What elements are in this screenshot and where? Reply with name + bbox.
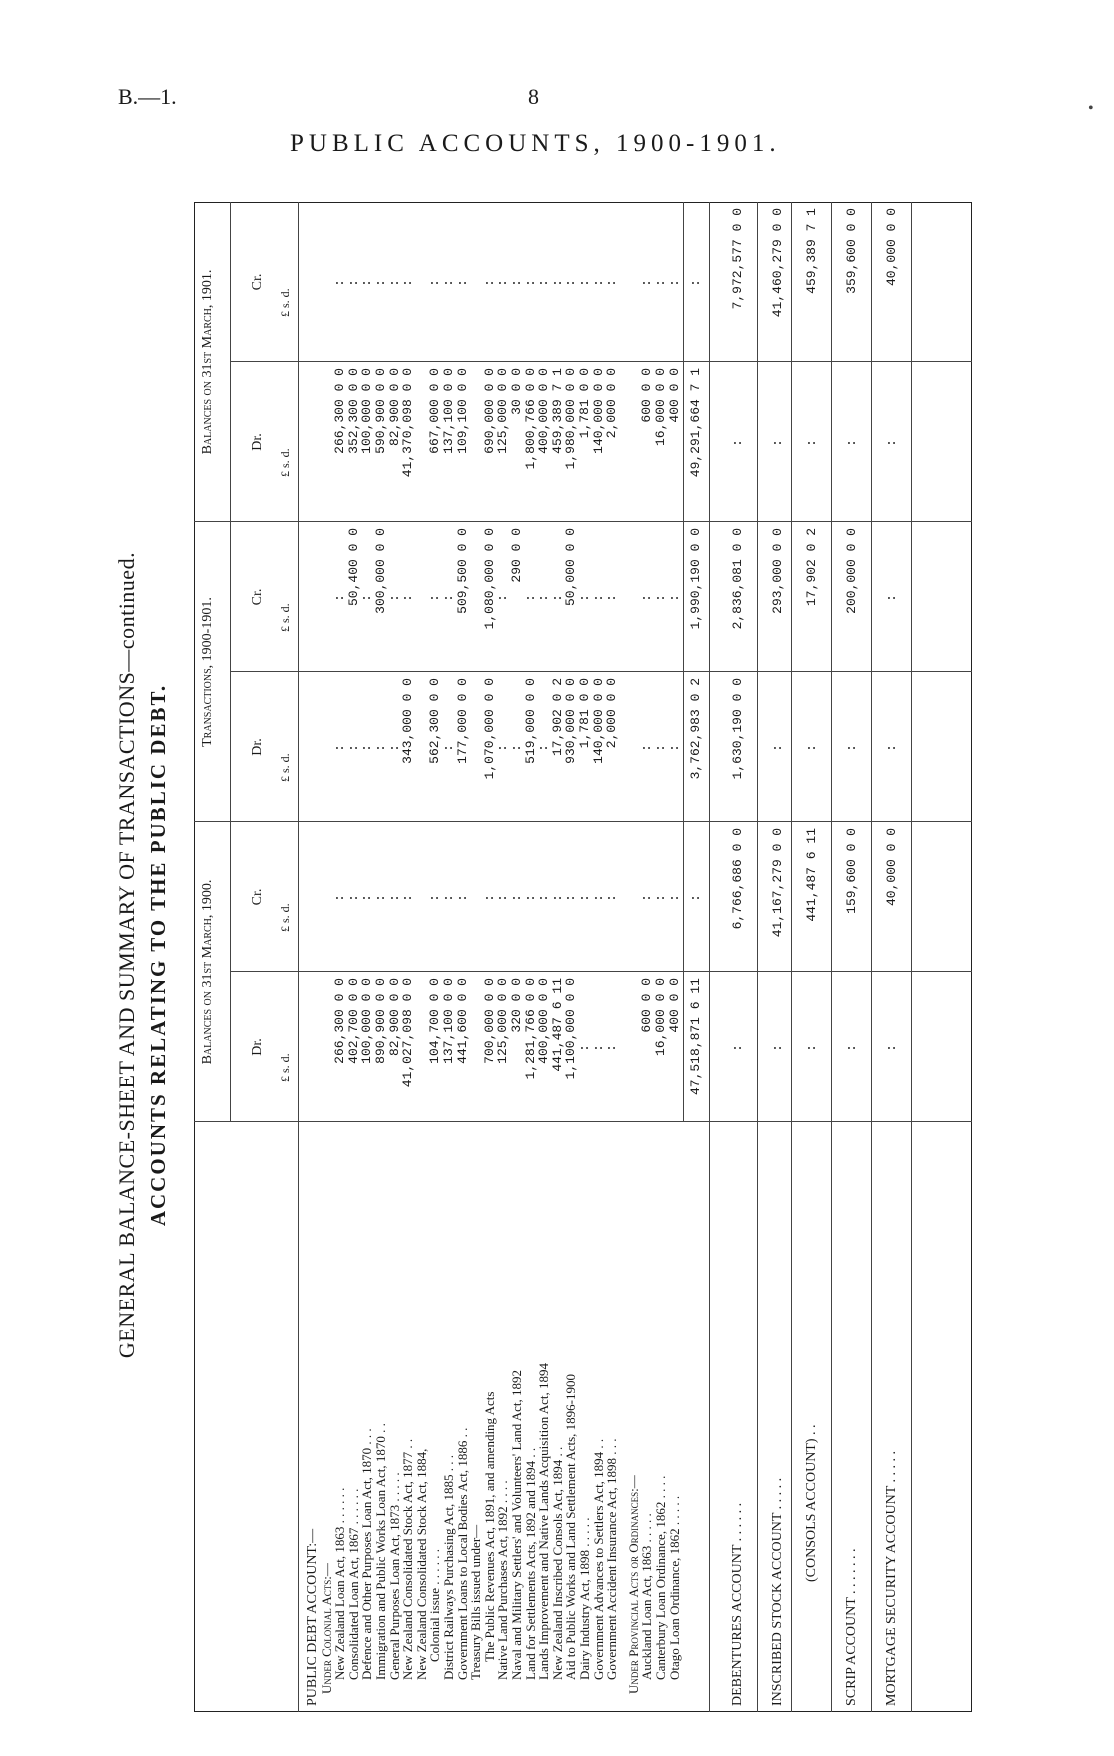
row-value-tdr: 177,000 0 0	[454, 678, 470, 764]
row-value-b0dr: 1,100,000 0 0	[563, 978, 579, 1080]
account-value-b0cr: 159,600 0 0	[844, 828, 860, 914]
row-value-tcr: 50,400 0 0	[345, 528, 361, 607]
account-value-b0cr: 41,167,279 0 0	[770, 828, 786, 938]
row-value-b1dr: 266,300 0 0	[332, 368, 348, 454]
header-dr-trans: Dr.	[250, 738, 265, 756]
row-value-b1cr: :	[590, 279, 606, 287]
row-value-b0dr: 441,487 6 11	[549, 978, 565, 1072]
rotated-table-sheet	[102, 190, 982, 1720]
row-value-b0cr: :	[441, 894, 456, 902]
column-divider	[194, 1121, 972, 1122]
row-value-tdr: :	[653, 744, 668, 752]
row-value-b1dr: 590,900 0 0	[373, 368, 388, 454]
row-value-b0dr: 400,000 0 0	[536, 978, 552, 1064]
row-value-b1dr: 690,000 0 0	[481, 368, 497, 454]
account-label: DEBENTURES ACCOUNT . . . . . .	[730, 1502, 746, 1706]
row-value-b0dr: 890,900 0 0	[373, 978, 388, 1064]
row-value-b1cr: :	[604, 279, 620, 287]
row-value-tdr: :	[373, 744, 388, 752]
account-rule	[757, 202, 758, 1712]
account-label: (CONSOLS ACCOUNT) . .	[804, 1424, 820, 1582]
margin-dot: •	[1088, 100, 1094, 117]
account-value-tcr: 2,836,081 0 0	[730, 528, 746, 630]
row-label: Colonial issue . . . . . .	[427, 1548, 443, 1662]
row-label: District Railways Purchasing Act, 1885 . . .	[441, 1455, 456, 1680]
row-value-b0dr: 402,700 0 0	[345, 978, 361, 1064]
row-value-tcr: :	[549, 594, 565, 602]
row-value-b1cr: :	[653, 279, 668, 287]
column-divider	[194, 821, 972, 822]
row-label: Aid to Public Works and Land Settlement Acts, 1896-1900	[563, 1374, 579, 1680]
row-value-b1cr: :	[481, 279, 497, 287]
account-label: MORTGAGE SECURITY ACCOUNT . . . . .	[884, 1450, 900, 1706]
row-value-tcr: :	[359, 594, 375, 602]
row-value-b0cr: :	[345, 894, 361, 902]
header-dr-1900: Dr.	[250, 1038, 265, 1056]
row-value-b0dr: 125,000 0 0	[495, 978, 511, 1064]
table-subtitle: ACCOUNTS RELATING TO THE PUBLIC DEBT.	[146, 683, 170, 1227]
row-value-b0cr: :	[373, 894, 388, 902]
units-label: £ s. d.	[278, 603, 292, 632]
row-label: Canterbury Loan Ordinance, 1862 . . . .	[653, 1475, 668, 1680]
row-value-b0dr: 16,000 0 0	[653, 978, 668, 1057]
row-value-tcr: :	[427, 594, 443, 602]
row-value-tdr: :	[359, 744, 375, 752]
row-label: Land for Settlements Acts, 1892 and 1894 . .	[522, 1447, 538, 1680]
row-value-b0cr: :	[427, 894, 443, 902]
row-label: New Zealand Consolidated Stock Act, 1877 . .	[400, 1438, 416, 1680]
header-transactions: Transactions, 1900-1901.	[200, 597, 215, 747]
row-value-b0cr: :	[590, 894, 606, 902]
row-label: Under Colonial Acts:—	[318, 1563, 334, 1694]
row-value-tcr: :	[639, 594, 655, 602]
row-value-tcr: :	[666, 594, 682, 602]
account-rule	[791, 202, 792, 1712]
row-value-b0cr: :	[386, 894, 402, 902]
row-value-b1dr: 30 0 0	[509, 368, 524, 415]
row-value-b1dr: 667,000 0 0	[427, 368, 443, 454]
row-value-b1dr: 82,900 0 0	[386, 368, 402, 447]
account-value-b1cr: 359,600 0 0	[844, 208, 860, 294]
row-value-b0cr: :	[509, 894, 524, 902]
row-label: New Zealand Inscribed Consols Act, 1894 . .	[549, 1446, 565, 1680]
row-value-b0cr: :	[549, 894, 565, 902]
row-value-tcr: 1,080,000 0 0	[481, 528, 497, 630]
row-value-b1cr: :	[400, 279, 416, 287]
row-value-b0cr: :	[653, 894, 668, 902]
row-value-tcr: :	[386, 594, 402, 602]
row-value-b0dr: 266,300 0 0	[332, 978, 348, 1064]
account-value-b1dr: :	[884, 439, 900, 447]
row-value-tcr: :	[653, 594, 668, 602]
row-value-tcr: :	[441, 594, 456, 602]
account-value-b0dr: :	[770, 1044, 786, 1052]
row-label: Defence and Other Purposes Loan Act, 1870 . . .	[359, 1428, 375, 1680]
row-value-tdr: 17,902 0 2	[549, 678, 565, 757]
row-value-tcr: :	[590, 594, 606, 602]
units-label: £ s. d.	[278, 288, 292, 317]
row-label: General Purposes Loan Act, 1873 . . . . .	[386, 1472, 402, 1680]
row-value-b0cr: :	[639, 894, 655, 902]
account-value-b1cr: 7,972,577 0 0	[730, 208, 746, 310]
row-value-tcr: 50,000 0 0	[563, 528, 579, 607]
row-value-b1dr: 352,300 0 0	[345, 368, 361, 454]
account-value-b0dr: :	[884, 1044, 900, 1052]
row-value-b0cr: :	[536, 894, 552, 902]
row-value-b0cr: :	[454, 894, 470, 902]
row-value-tdr: 1,781 0 0	[577, 678, 592, 749]
header-balances-1900: Balances on 31st March, 1900.	[200, 879, 215, 1065]
account-value-b0dr: :	[844, 1044, 860, 1052]
column-divider	[230, 671, 972, 672]
account-value-tcr: 17,902 0 2	[804, 528, 820, 607]
row-label: Native Land Purchases Act, 1892 . . . .	[495, 1480, 511, 1680]
row-value-b0dr: 137,100 0 0	[441, 978, 456, 1064]
row-value-tdr: :	[386, 744, 402, 752]
account-value-b1dr: :	[770, 439, 786, 447]
row-value-b0cr: :	[522, 894, 538, 902]
account-rule	[911, 202, 912, 1712]
row-value-b0dr: 600 0 0	[639, 978, 655, 1033]
units-label: £ s. d.	[278, 753, 292, 782]
row-label: Immigration and Public Works Loan Act, 1870 . .	[373, 1423, 388, 1680]
row-value-b0dr: 320 0 0	[509, 978, 524, 1033]
row-label: New Zealand Consolidated Stock Act, 1884,	[413, 1448, 429, 1680]
row-value-b1cr: :	[386, 279, 402, 287]
row-value-b1dr: 137,100 0 0	[441, 368, 456, 454]
account-value-b1dr: :	[844, 439, 860, 447]
column-divider	[230, 971, 972, 972]
row-value-tdr: 1,070,000 0 0	[481, 678, 497, 780]
row-value-tdr: 562,300 0 0	[427, 678, 443, 764]
row-value-tdr: :	[509, 744, 524, 752]
row-value-b0dr: 400 0 0	[666, 978, 682, 1033]
header-cr-trans: Cr.	[250, 588, 265, 606]
subtotal-value-tcr: 1,990,190 0 0	[688, 528, 704, 630]
row-value-b0cr: :	[577, 894, 592, 902]
row-value-tcr: :	[495, 594, 511, 602]
row-value-tcr: :	[536, 594, 552, 602]
row-value-b1dr: 125,000 0 0	[495, 368, 511, 454]
row-label: Dairy Industry Act, 1898 . . . . .	[577, 1517, 592, 1680]
row-value-tcr: :	[522, 594, 538, 602]
row-value-b0cr: :	[666, 894, 682, 902]
row-value-tcr: :	[400, 594, 416, 602]
row-value-b1cr: :	[454, 279, 470, 287]
column-divider	[230, 361, 972, 362]
account-value-b1dr: :	[804, 439, 820, 447]
row-value-b0dr: 82,900 0 0	[386, 978, 402, 1057]
row-value-tcr: :	[604, 594, 620, 602]
row-label: The Public Revenues Act, 1891, and amending Acts	[481, 1391, 497, 1662]
row-value-tdr: :	[666, 744, 682, 752]
row-value-tcr: 290 0 0	[509, 528, 524, 583]
section-rule	[709, 202, 710, 1712]
row-value-b1dr: 41,370,098 0 0	[400, 368, 416, 478]
row-value-tdr: 343,000 0 0	[400, 678, 416, 764]
row-value-b1cr: :	[549, 279, 565, 287]
row-value-b0dr: :	[590, 1044, 606, 1052]
row-value-b1dr: 16,000 0 0	[653, 368, 668, 447]
row-value-tdr: 930,000 0 0	[563, 678, 579, 764]
header-cr-1900: Cr.	[250, 888, 265, 906]
row-value-b1dr: 1,781 0 0	[577, 368, 592, 439]
account-value-tdr: :	[844, 744, 860, 752]
row-label: Government Advances to Settlers Act, 1894 . .	[590, 1438, 606, 1680]
account-value-tcr: 200,000 0 0	[844, 528, 860, 614]
account-rule	[871, 202, 872, 1712]
page-number: 8	[528, 84, 539, 109]
row-value-b0cr: :	[604, 894, 620, 902]
row-value-tcr: :	[577, 594, 592, 602]
column-divider	[194, 521, 972, 522]
header-balances-1901: Balances on 31st March, 1901.	[200, 269, 215, 455]
row-value-tdr: 519,000 0 0	[522, 678, 538, 764]
row-label: Naval and Military Settlers' and Volunteers' Land Act, 1892	[509, 1369, 524, 1680]
account-value-b0cr: 441,487 6 11	[804, 828, 820, 922]
row-value-b1cr: :	[359, 279, 375, 287]
subtotal-value-b0cr: :	[688, 894, 704, 902]
row-label: Lands Improvement and Native Lands Acquisition Act, 1894	[536, 1363, 552, 1680]
row-value-b1cr: :	[509, 279, 524, 287]
row-value-tdr: :	[639, 744, 655, 752]
row-label: Otago Loan Ordinance, 1862 . . . . .	[666, 1495, 682, 1680]
row-value-b1cr: :	[441, 279, 456, 287]
subtotal-value-b1dr: 49,291,664 7 1	[688, 368, 704, 478]
account-value-tcr: :	[884, 594, 900, 602]
subtotal-value-tdr: 3,762,983 0 2	[688, 678, 704, 780]
header-rule	[230, 202, 231, 1122]
row-value-tdr: :	[332, 744, 348, 752]
row-value-b1dr: 400,000 0 0	[536, 368, 552, 454]
row-value-b1cr: :	[427, 279, 443, 287]
public-debt-table	[194, 202, 972, 1712]
row-value-b1cr: :	[536, 279, 552, 287]
row-value-b1cr: :	[666, 279, 682, 287]
row-value-b0dr: 441,600 0 0	[454, 978, 470, 1064]
row-label: Treasury Bills issued under—	[468, 1524, 484, 1680]
row-value-b0dr: :	[577, 1044, 592, 1052]
row-value-b0cr: :	[359, 894, 375, 902]
row-value-b1dr: 1,800,766 0 0	[522, 368, 538, 470]
row-value-b1cr: :	[332, 279, 348, 287]
row-label: Government Accident Insurance Act, 1898 . . .	[604, 1438, 620, 1680]
row-value-b0dr: 104,700 0 0	[427, 978, 443, 1064]
row-value-b1dr: 1,980,000 0 0	[563, 368, 579, 470]
row-value-tcr: 300,000 0 0	[373, 528, 388, 614]
row-value-b1cr: :	[345, 279, 361, 287]
account-value-tdr: :	[770, 744, 786, 752]
header-rule	[298, 202, 299, 1712]
row-label: Under Provincial Acts or Ordinances:—	[625, 1475, 641, 1694]
row-value-b0dr: 100,000 0 0	[359, 978, 375, 1064]
account-value-tcr: 293,000 0 0	[770, 528, 786, 614]
account-label: SCRIP ACCOUNT . . . . . . .	[844, 1548, 860, 1706]
row-value-b1dr: 2,000 0 0	[604, 368, 620, 439]
account-value-b1cr: 40,000 0 0	[884, 208, 900, 287]
row-value-b1cr: :	[373, 279, 388, 287]
row-value-b1dr: 100,000 0 0	[359, 368, 375, 454]
row-value-b0cr: :	[481, 894, 497, 902]
account-value-b0dr: :	[730, 1044, 746, 1052]
row-value-b1cr: :	[639, 279, 655, 287]
account-value-tdr: :	[884, 744, 900, 752]
row-label: Consolidated Loan Act, 1867 . . . . . .	[345, 1488, 361, 1680]
account-value-b0dr: :	[804, 1044, 820, 1052]
row-value-b0cr: :	[400, 894, 416, 902]
header-cr-1901: Cr.	[250, 273, 265, 291]
row-value-b0cr: :	[563, 894, 579, 902]
account-label: INSCRIBED STOCK ACCOUNT . . . . .	[770, 1477, 786, 1706]
row-value-tdr: :	[345, 744, 361, 752]
units-label: £ s. d.	[278, 448, 292, 477]
row-value-b1cr: :	[522, 279, 538, 287]
row-value-b0cr: :	[332, 894, 348, 902]
account-value-tdr: :	[804, 744, 820, 752]
account-value-b1cr: 41,460,279 0 0	[770, 208, 786, 318]
units-label: £ s. d.	[278, 903, 292, 932]
row-value-tdr: 2,000 0 0	[604, 678, 620, 749]
subtotal-value-b1cr: :	[688, 279, 704, 287]
row-value-b1cr: :	[495, 279, 511, 287]
page-title: PUBLIC ACCOUNTS, 1900-1901.	[290, 130, 781, 157]
account-value-b0cr: 40,000 0 0	[884, 828, 900, 907]
account-value-b1cr: 459,389 7 1	[804, 208, 820, 294]
row-value-tdr: :	[495, 744, 511, 752]
row-label: Government Loans to Local Bodies Act, 1886 . .	[454, 1427, 470, 1680]
units-label: £ s. d.	[278, 1053, 292, 1082]
row-value-b0cr: :	[495, 894, 511, 902]
row-value-b0dr: :	[604, 1044, 620, 1052]
table-title: GENERAL BALANCE-SHEET AND SUMMARY OF TRANSACTIONS—continued.	[114, 551, 139, 1359]
row-value-b1cr: :	[577, 279, 592, 287]
row-value-b0dr: 1,281,766 0 0	[522, 978, 538, 1080]
account-value-tdr: 1,630,190 0 0	[730, 678, 746, 780]
row-value-b1dr: 459,389 7 1	[549, 368, 565, 454]
row-value-b1cr: :	[563, 279, 579, 287]
row-value-b0dr: 41,027,098 0 0	[400, 978, 416, 1088]
row-value-tdr: 140,000 0 0	[590, 678, 606, 764]
row-value-b1dr: 140,000 0 0	[590, 368, 606, 454]
row-label: New Zealand Loan Act, 1863 . . . . . .	[332, 1487, 348, 1680]
row-label: PUBLIC DEBT ACCOUNT:—	[305, 1528, 320, 1706]
page-reference: B.—1.	[118, 84, 177, 109]
row-value-b1dr: 400 0 0	[666, 368, 682, 423]
account-rule	[831, 202, 832, 1712]
row-value-b1dr: 109,100 0 0	[454, 368, 470, 454]
row-value-tcr: 509,500 0 0	[454, 528, 470, 614]
account-value-b1dr: :	[730, 439, 746, 447]
row-value-b0dr: 700,000 0 0	[481, 978, 497, 1064]
row-value-tdr: :	[536, 744, 552, 752]
subtotal-rule	[683, 202, 684, 1122]
row-value-tdr: :	[441, 744, 456, 752]
header-dr-1901: Dr.	[250, 433, 265, 451]
account-value-b0cr: 6,766,686 0 0	[730, 828, 746, 930]
row-value-b1dr: 600 0 0	[639, 368, 655, 423]
subtotal-value-b0dr: 47,518,871 6 11	[688, 978, 704, 1096]
row-label: Auckland Loan Act, 1863 . . . . .	[639, 1513, 655, 1680]
row-value-tcr: :	[332, 594, 348, 602]
